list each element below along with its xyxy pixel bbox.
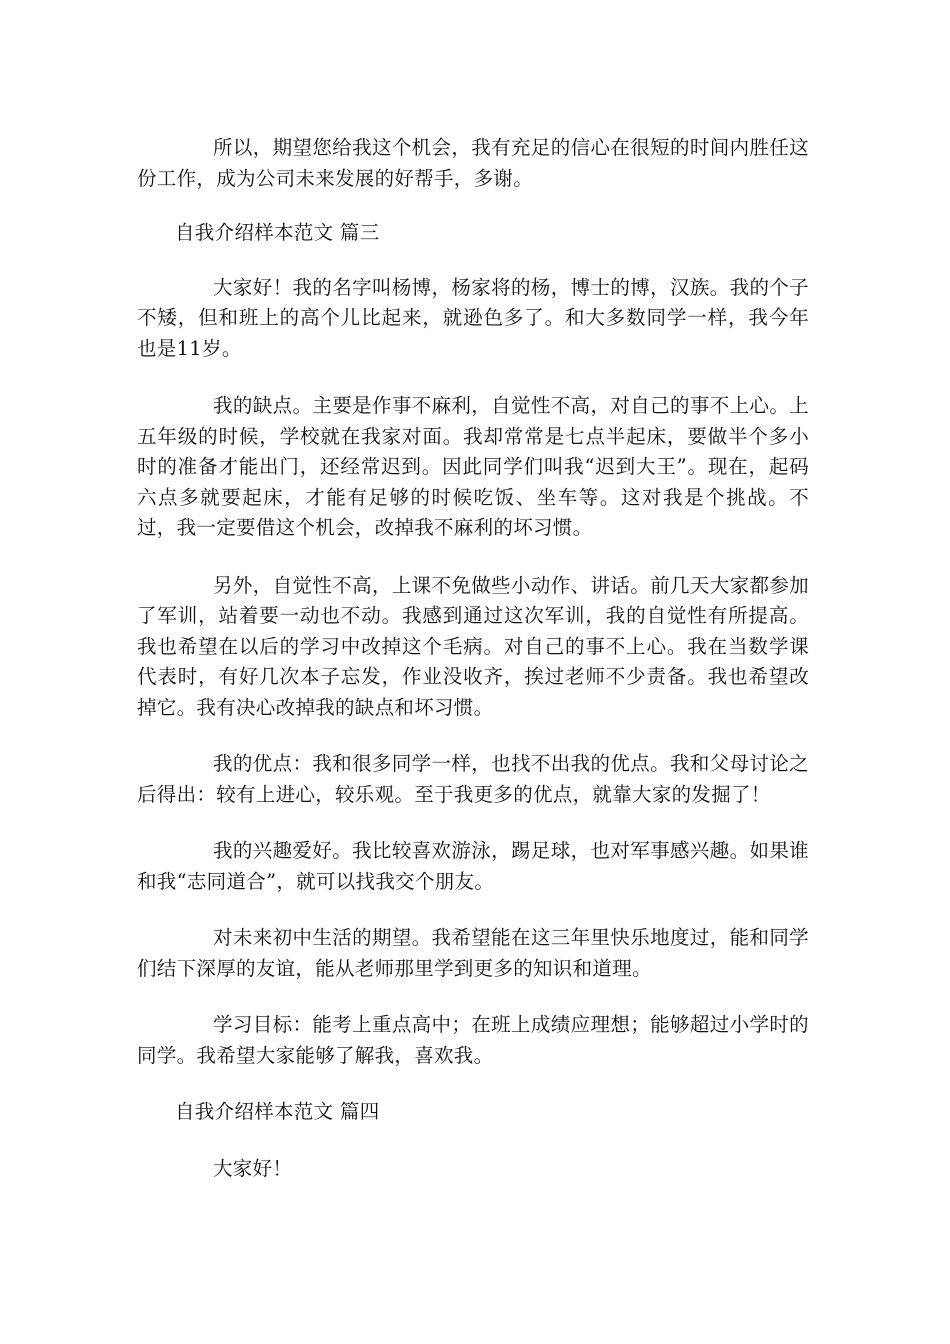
paragraph-study-goals: 学习目标：能考上重点高中；在班上成绩应理想；能够超过小学时的同学。我希望大家能够了解我，喜欢我。 [137,1013,809,1067]
paragraph-strengths: 我的优点：我和很多同学一样，也找不出我的优点。我和父母讨论之后得出：较有上进心，较乐观。至于我更多的优点，就靠大家的发掘了！ [137,752,809,806]
paragraph-self-discipline: 另外，自觉性不高，上课不免做些小动作、讲话。前几天大家都参加了军训，站着要一动也不动。我感到通过这次军训，我的自觉性有所提高。我也希望在以后的学习中改掉这个毛病。对自己的事不上心。我在当数学课代表时，有好几次本子忘发，作业没收齐，挨过老师不少责备。我也希望改掉它。我有决心改掉我的缺点和坏习惯。 [137,573,809,719]
paragraph-closing-thanks: 所以，期望您给我这个机会，我有充足的信心在很短的时间内胜任这份工作，成为公司未来发展的好帮手，多谢。 [137,136,809,190]
paragraph-greeting-part-four: 大家好！ [213,1156,293,1180]
section-heading-part-three: 自我介绍样本范文 篇三 [175,221,380,244]
paragraph-greeting-introduction: 大家好！我的名字叫杨博，杨家将的杨，博士的博，汉族。我的个子不矮，但和班上的高个儿比起来，就逊色多了。和大多数同学一样，我今年也是11岁。 [137,275,809,360]
document-body [137,133,809,1184]
section-heading-part-four: 自我介绍样本范文 篇四 [175,1100,380,1123]
paragraph-shortcomings: 我的缺点。主要是作事不麻利，自觉性不高，对自己的事不上心。上五年级的时候，学校就在我家对面。我却常常是七点半起床，要做半个多小时的准备才能出门，还经常迟到。因此同学们叫我“迟到大王”。现在，起码六点多就要起床，才能有足够的时候吃饭、坐车等。这对我是个挑战。不过，我一定要借这个机会，改掉我不麻利的坏习惯。 [137,394,809,539]
paragraph-expectations: 对未来初中生活的期望。我希望能在这三年里快乐地度过，能和同学们结下深厚的友谊，能从老师那里学到更多的知识和道理。 [137,926,809,980]
paragraph-hobbies: 我的兴趣爱好。我比较喜欢游泳，踢足球，也对军事感兴趣。如果谁和我“志同道合”，就可以找我交个朋友。 [137,839,809,893]
